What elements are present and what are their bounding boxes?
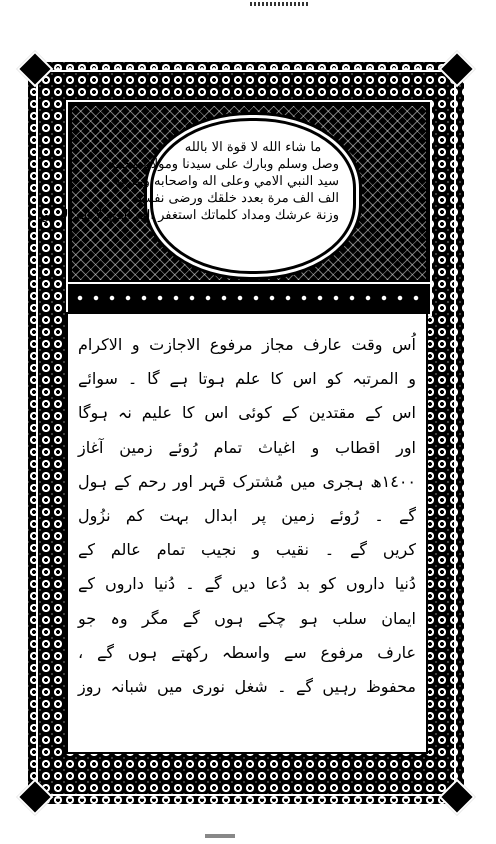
header-line: الف الف مرة بعدد خلقك ورضى نفسك — [131, 191, 339, 206]
header-line: سيد النبي الامي وعلى اله واصحابه وعترته — [114, 174, 339, 189]
text-line: اور اقطاب و اغیاث تمام رُوئے زمین آغاز — [78, 437, 416, 457]
text-line: کریں گے ۔ نقیب و نجیب تمام عالم کے — [78, 540, 416, 560]
divider-band — [66, 282, 432, 316]
band-dots — [72, 293, 426, 303]
scan-mark — [250, 2, 310, 6]
body-text — [78, 328, 416, 704]
header-line: وزنة عرشك ومداد كلماتك استغفر الله الذي لا اله الا هو — [43, 208, 339, 223]
border-dots-top — [28, 64, 464, 74]
scan-edge — [0, 0, 496, 14]
text-line: اس کے مقتدین کے کوئی اس کا علیم نہ ہوگا — [78, 403, 416, 423]
calligraphy-cartouche — [43, 118, 356, 274]
text-line: عارف مرفوع سے واسطہ رکھتے ہوں گے ، — [78, 642, 416, 662]
border-dots-bottom — [28, 792, 464, 802]
text-line: گے ۔ رُوئے زمین پر ابدال بہت کم نزُول — [78, 505, 416, 525]
text-line: دُنیا داروں کو بد دُعا دیں گے ۔ دُنیا داروں کے — [78, 574, 416, 594]
text-line: ایمان سلب ہو چکے ہوں گے مگر وہ جو — [78, 608, 416, 628]
header-panel — [43, 100, 432, 286]
text-line: اُس وقت عارف مجاز مرفوع الاجازت و الاکرام — [78, 335, 416, 354]
text-line: ١٤٠٠ھ ہجری میں مُشترک قہر اور رحم کے ہول — [78, 471, 416, 491]
body-text-panel — [66, 312, 428, 754]
text-line: و المرتبہ کو اس کا علم ہوتا ہے گا ۔ سوائے — [78, 369, 416, 389]
header-line: وصل وسلم وبارك على سيدنا ومولانا محمد — [109, 157, 339, 172]
scan-footer-mark — [205, 834, 235, 838]
header-line: ما شاء الله لا قوة الا بالله — [184, 140, 322, 155]
text-line: محفوظ رہیں گے ۔ شغل نوری میں شبانہ روز — [78, 676, 416, 696]
